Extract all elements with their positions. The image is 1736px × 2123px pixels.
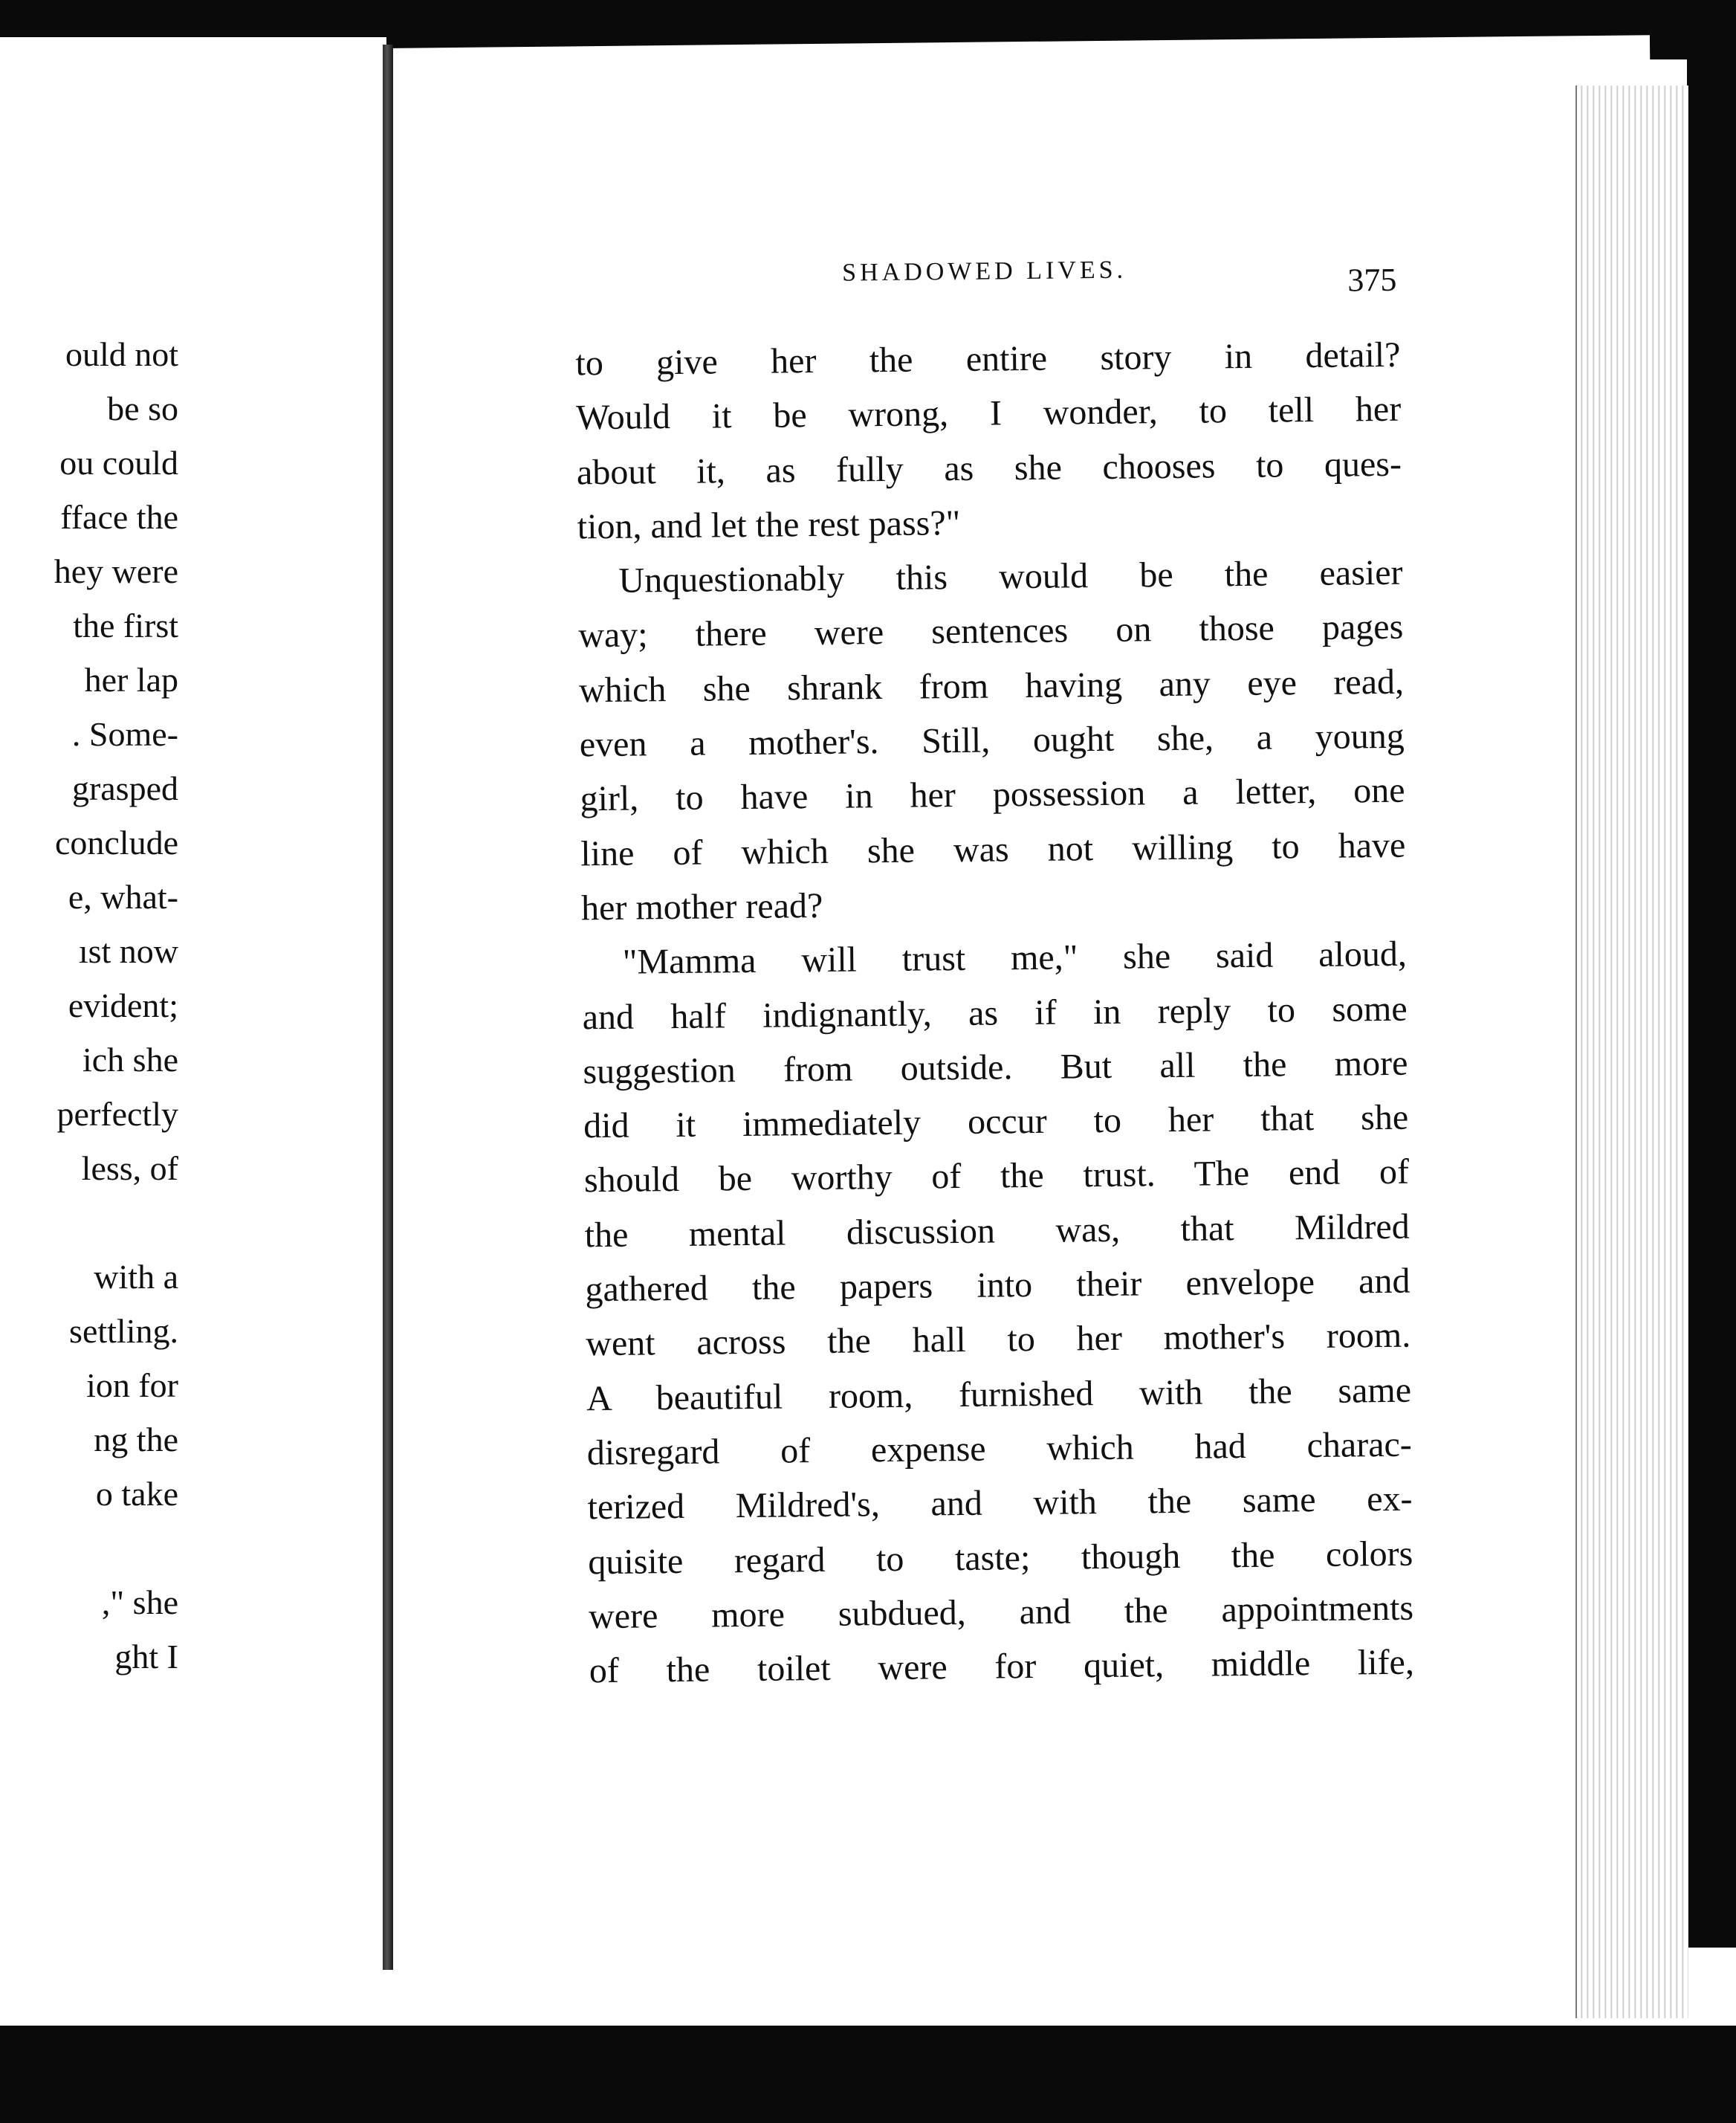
right-page <box>386 35 1670 1981</box>
left-line: settling. <box>69 1312 178 1350</box>
left-line: ou could <box>59 444 178 482</box>
text-line: Would it be wrong, I wonder, to tell her <box>575 390 1402 438</box>
left-line: ould not <box>65 335 178 373</box>
scan-bottom-border <box>0 2026 1736 2123</box>
left-line: less, of <box>81 1149 178 1187</box>
text-line: girl, to have in her possession a letter, one <box>580 771 1405 819</box>
text-line: were more subdued, and the appointments <box>588 1588 1414 1637</box>
text-line: A beautiful room, furnished with the same <box>586 1370 1412 1418</box>
text-line: which she shrank from having any eye read, <box>578 662 1405 711</box>
left-line: her lap <box>84 661 178 699</box>
left-line: ," she <box>101 1583 178 1621</box>
text-line: terized Mildred's, and with the same ex- <box>587 1479 1413 1528</box>
left-line: . Some- <box>71 715 178 753</box>
left-line: perfectly <box>56 1095 178 1133</box>
body-text <box>575 328 1414 1699</box>
text-line: should be worthy of the trust. The end of <box>583 1152 1410 1201</box>
left-line <box>0 1521 178 1575</box>
left-line: ng the <box>94 1421 178 1458</box>
text-line: went across the hall to her mother's room. <box>585 1316 1411 1364</box>
left-line: evident; <box>68 986 178 1024</box>
left-line <box>0 1195 178 1250</box>
text-line: her mother read? <box>580 885 823 928</box>
text-line: to give her the entire story in detail? <box>575 335 1401 384</box>
text-line: did it immediately occur to her that she <box>583 1097 1409 1146</box>
text-line: Unquestionably this would be the easier <box>618 552 1403 601</box>
left-line: ght I <box>114 1638 178 1676</box>
page-edges <box>1575 85 1688 2018</box>
text-line: disregard of expense which had charac- <box>586 1424 1413 1473</box>
left-line: ıst now <box>78 932 178 970</box>
page-number: 375 <box>1347 261 1397 299</box>
text-line: the mental discussion was, that Mildred <box>584 1206 1410 1256</box>
text-line: "Mamma will trust me," she said aloud, <box>622 934 1408 983</box>
left-line: the first <box>73 607 178 644</box>
text-line: suggestion from outside. But all the more <box>583 1043 1408 1092</box>
left-line: ich she <box>82 1041 178 1079</box>
left-line: conclude <box>54 824 178 862</box>
text-line: line of which she was not willing to have <box>580 825 1406 873</box>
left-line: be so <box>107 390 178 427</box>
text-line: tion, and let the rest pass?" <box>577 503 961 547</box>
book-gutter <box>383 45 393 1970</box>
text-line: quisite regard to taste; though the colors <box>588 1534 1413 1582</box>
left-line: hey were <box>54 552 178 590</box>
scan-right-border <box>1687 45 1736 1948</box>
text-line: about it, as fully as she chooses to ques- <box>576 444 1402 492</box>
text-line: even a mother's. Still, ought she, a young <box>579 716 1405 765</box>
left-line: with a <box>94 1258 178 1296</box>
left-page <box>0 37 386 1962</box>
left-line: e, what- <box>68 878 178 916</box>
text-line: gathered the papers into their envelope and <box>585 1261 1410 1310</box>
left-page-text <box>0 327 178 1684</box>
text-line: and half indignantly, as if in reply to some <box>582 989 1408 1037</box>
left-line: o take <box>95 1475 178 1513</box>
left-line: grasped <box>71 769 178 807</box>
running-head: SHADOWED LIVES. <box>842 256 1127 287</box>
left-line: ion for <box>86 1366 178 1404</box>
text-line: way; there were sentences on those pages <box>578 607 1404 656</box>
left-line: fface the <box>60 498 178 536</box>
text-line: of the toilet were for quiet, middle life, <box>589 1642 1415 1691</box>
